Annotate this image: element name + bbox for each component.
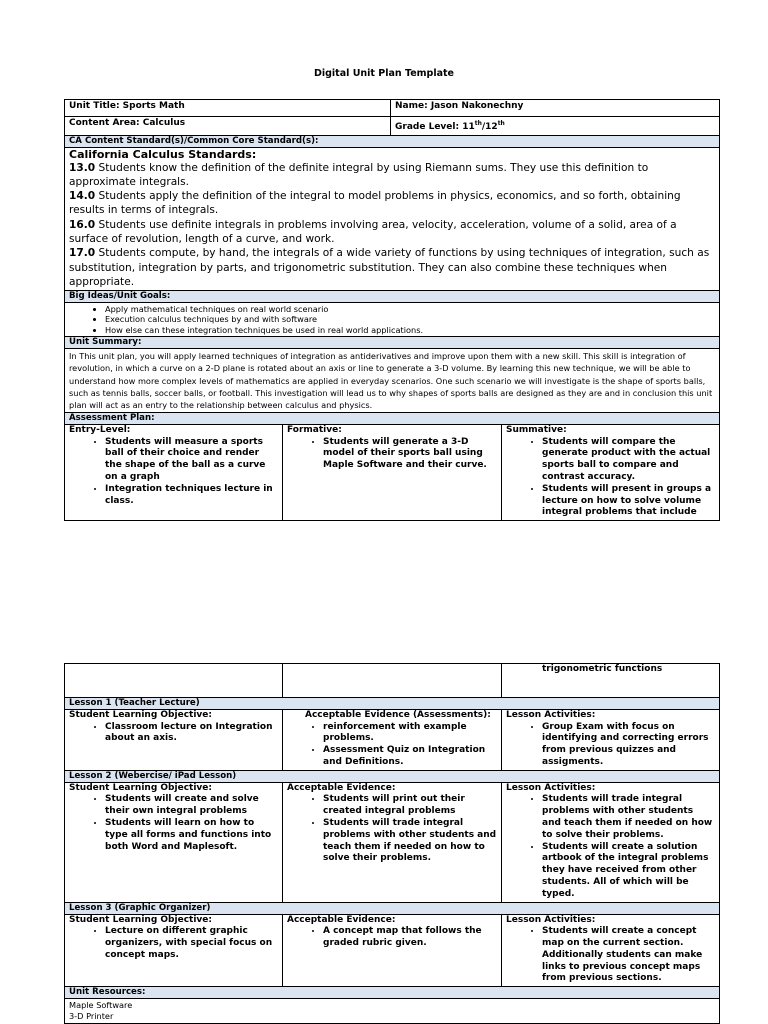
summative-cell: Summative: • Students will compare the generate product with the actual sports ball to compare and contrast accuracy. • Students will present in groups a lecture on how to solve volume integral problems that include bbox=[502, 425, 720, 521]
list-item: • Students will generate a 3-D model of their sports ball using Maple Software and their curve. bbox=[323, 437, 497, 472]
standards-heading: California Calculus Standards: bbox=[69, 147, 257, 161]
resource-item: Maple Software bbox=[69, 1000, 133, 1011]
lessons-table bbox=[64, 663, 720, 1024]
summary-header: Unit Summary: bbox=[65, 337, 720, 349]
lesson-1-objective: Student Learning Objective: • Classroom lecture on Integration about an axis. bbox=[65, 710, 283, 771]
unit-title: Unit Title: Sports Math bbox=[65, 100, 391, 117]
big-ideas-list bbox=[69, 304, 715, 335]
assessment-header: Assessment Plan: bbox=[65, 413, 720, 425]
page-2 bbox=[0, 600, 768, 1024]
lesson-2-objective: Student Learning Objective: • Students will create and solve their own integral problems • Students will learn on how to type all forms and functions into both Word and Maplesoft. bbox=[65, 782, 283, 902]
list-item: • How else can these integration techniques be used in real world applications. bbox=[105, 325, 715, 335]
list-item: • Students will create a concept map on the current section. Additionally students can make links to previous concept maps from previous sections. bbox=[542, 926, 715, 985]
standard-item: 14.0 Students apply the definition of the integral to model problems in physics, economics, and so forth, obtaining results in terms of integrals. bbox=[69, 190, 681, 217]
document-title: Digital Unit Plan Template bbox=[313, 68, 454, 79]
big-ideas-body bbox=[65, 303, 720, 337]
content-area: Content Area: Calculus bbox=[65, 117, 391, 136]
standard-item: 16.0 Students use definite integrals in problems involving area, velocity, acceleration, volume of a solid, area of a surface of revolution, length of a curve, and work. bbox=[69, 218, 677, 246]
entry-level-cell: Entry-Level: • Students will measure a sports ball of their choice and render the shape of the ball as a curve on a graph • Integration techniques lecture in class. bbox=[65, 425, 283, 521]
standard-item: 13.0 Students know the definition of the definite integral by using Riemann sums. They use this definition to approximate integrals. bbox=[69, 161, 649, 188]
list-item: • Students will present in groups a lecture on how to solve volume integral problems that include bbox=[542, 484, 715, 519]
page-break bbox=[0, 560, 768, 600]
list-item: • Classroom lecture on Integration about an axis. bbox=[105, 722, 278, 746]
resources-header: Unit Resources: bbox=[65, 987, 720, 999]
standards-header: CA Content Standard(s)/Common Core Standard(s): bbox=[65, 135, 720, 147]
list-item: • Execution calculus techniques by and with software bbox=[105, 314, 715, 324]
lesson-3-activities: Lesson Activities: • Students will create a concept map on the current section. Additionally students can make links to previous concept maps from previous sections. bbox=[502, 914, 720, 987]
list-item: • Students will measure a sports ball of their choice and render the shape of the ball as a curve on a graph bbox=[105, 437, 278, 484]
list-item: • Apply mathematical techniques on real world scenario bbox=[105, 304, 715, 314]
lesson-3-evidence: Acceptable Evidence: • A concept map that follows the graded rubric given. bbox=[283, 914, 502, 987]
summative-continued: trigonometric functions bbox=[502, 664, 720, 698]
lesson-2-evidence: Acceptable Evidence: • Students will print out their created integral problems • Students will trade integral problems with other students and teach them if needed on how to solve their problems. bbox=[283, 782, 502, 902]
grade-level: Grade Level: 11th/12th bbox=[391, 117, 720, 136]
list-item: • Students will trade integral problems with other students and teach them if needed on how to solve their problems. bbox=[542, 794, 715, 841]
big-ideas-header: Big Ideas/Unit Goals: bbox=[65, 291, 720, 303]
list-item: • Students will print out their created integral problems bbox=[323, 794, 497, 818]
lesson-2-activities: Lesson Activities: • Students will trade integral problems with other students and teach them if needed on how to solve their problems. • Students will create a solution artbook of the integral problems they have received from other students. All of which will be typed. bbox=[502, 782, 720, 902]
standards-body bbox=[65, 147, 720, 291]
resource-item: 3-D Printer bbox=[69, 1011, 114, 1022]
lesson-2-header: Lesson 2 (Webercise/ iPad Lesson) bbox=[65, 770, 720, 782]
resources-body bbox=[65, 999, 720, 1024]
lesson-1-activities: Lesson Activities: • Group Exam with focus on identifying and correcting errors from previous quizzes and assigments. bbox=[502, 710, 720, 771]
lesson-3-header: Lesson 3 (Graphic Organizer) bbox=[65, 902, 720, 914]
list-item: • Students will compare the generate product with the actual sports ball to compare and contrast accuracy. bbox=[542, 437, 715, 484]
lesson-1-evidence: Acceptable Evidence (Assessments): • reinforcement with example problems. • Assessment Quiz on Integration and Definitions. bbox=[283, 710, 502, 771]
list-item: • Integration techniques lecture in class. bbox=[105, 484, 278, 508]
list-item: • reinforcement with example problems. bbox=[323, 722, 497, 746]
list-item: • Assessment Quiz on Integration and Definitions. bbox=[323, 745, 497, 769]
list-item: • Students will trade integral problems with other students and teach them if needed on how to solve their problems. bbox=[323, 818, 497, 865]
assessment-table bbox=[64, 424, 720, 521]
formative-cell: Formative: • Students will generate a 3-D model of their sports ball using Maple Software and their curve. bbox=[283, 425, 502, 521]
list-item: • Students will create a solution artbook of the integral problems they have received from other students. All of which will be typed. bbox=[542, 842, 715, 901]
teacher-name: Name: Jason Nakonechny bbox=[391, 100, 720, 117]
list-item: • Students will learn on how to type all forms and functions into both Word and Maplesoft. bbox=[105, 818, 278, 853]
standard-item: 17.0 Students compute, by hand, the integrals of a wide variety of functions by using techniques of integration, such as substitution, integration by parts, and trigonometric substitution. They can also combine these techniques when appropriate. bbox=[69, 247, 710, 288]
lesson-3-objective: Student Learning Objective: • Lecture on different graphic organizers, with special focus on concept maps. bbox=[65, 914, 283, 987]
list-item: • Lecture on different graphic organizers, with special focus on concept maps. bbox=[105, 926, 278, 961]
lesson-1-header: Lesson 1 (Teacher Lecture) bbox=[65, 698, 720, 710]
unit-plan-table bbox=[64, 99, 720, 425]
summary-text: In This unit plan, you will apply learned techniques of integration as antiderivatives and improve upon them with a new skill. This skill is integration of revolution, in which a curve on a 2-D plane is rotated about an axis or line to generate a 3-D volume. By learning this new technique, we will be able to understand how more complex levels of mathematics are applied in everyday scenarios. One such scenario we will investigate is the shape of sports balls, such as tennis balls, soccer balls, or football. This investigation will lead us to why shapes of sports balls are designed as they are and in conclusion this unit plan will act as an entry to the relationship between calculus and physics. bbox=[65, 349, 720, 413]
list-item: • A concept map that follows the graded rubric given. bbox=[323, 926, 497, 950]
list-item: • Students will create and solve their own integral problems bbox=[105, 794, 278, 818]
list-item: • Group Exam with focus on identifying and correcting errors from previous quizzes and assigments. bbox=[542, 722, 715, 769]
